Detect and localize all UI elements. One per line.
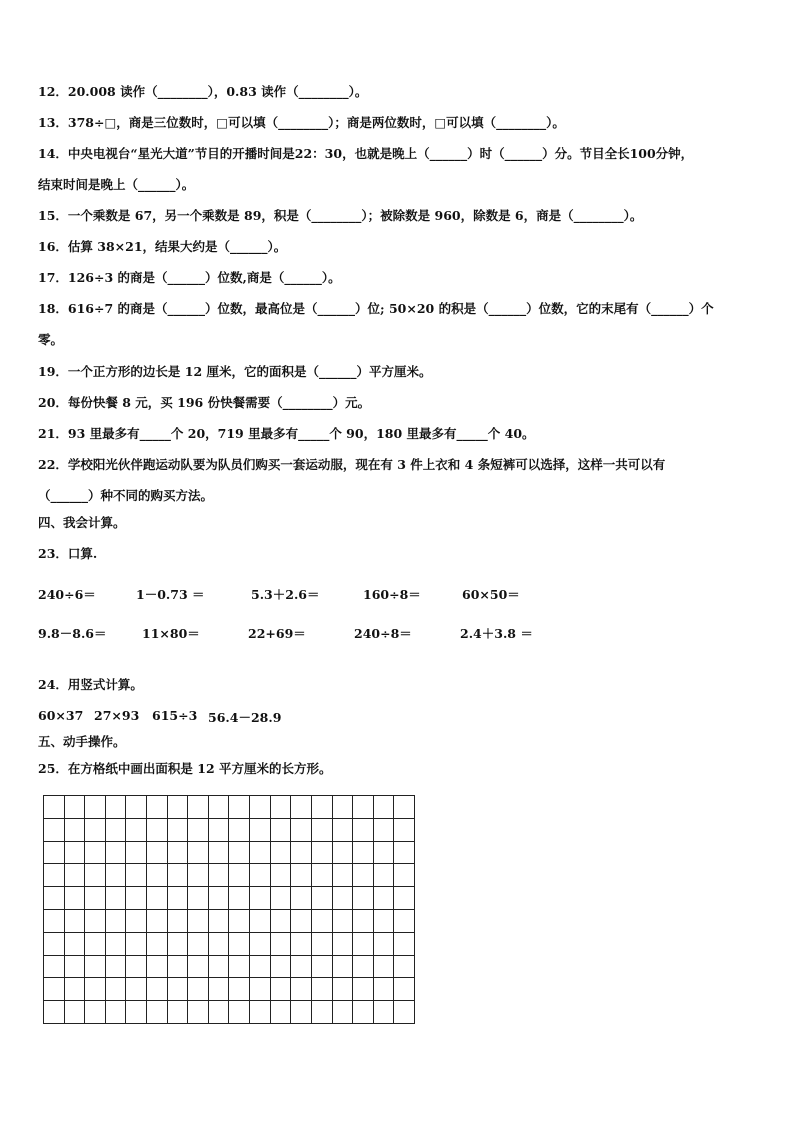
grid-cell[interactable] bbox=[65, 796, 86, 819]
grid-cell[interactable] bbox=[106, 796, 127, 819]
grid-cell[interactable] bbox=[291, 956, 312, 979]
grid-cell[interactable] bbox=[44, 933, 65, 956]
grid-cell[interactable] bbox=[271, 887, 292, 910]
section-5-heading: 五、动手操作。 bbox=[38, 734, 126, 749]
grid-cell[interactable] bbox=[271, 1001, 292, 1024]
grid-cell[interactable] bbox=[147, 864, 168, 887]
grid-cell[interactable] bbox=[291, 1001, 312, 1024]
grid-cell[interactable] bbox=[188, 933, 209, 956]
grid-cell[interactable] bbox=[333, 864, 354, 887]
grid-cell[interactable] bbox=[188, 864, 209, 887]
grid-cell[interactable] bbox=[44, 887, 65, 910]
grid-cell[interactable] bbox=[250, 887, 271, 910]
grid-cell[interactable] bbox=[106, 864, 127, 887]
grid-cell[interactable] bbox=[188, 842, 209, 865]
grid-cell[interactable] bbox=[168, 819, 189, 842]
grid-cell[interactable] bbox=[250, 956, 271, 979]
grid-cell[interactable] bbox=[229, 864, 250, 887]
grid-cell[interactable] bbox=[374, 956, 395, 979]
grid-cell[interactable] bbox=[271, 796, 292, 819]
grid-cell[interactable] bbox=[65, 978, 86, 1001]
grid-cell[interactable] bbox=[168, 887, 189, 910]
grid-cell[interactable] bbox=[312, 933, 333, 956]
grid-cell[interactable] bbox=[374, 1001, 395, 1024]
grid-cell[interactable] bbox=[44, 842, 65, 865]
grid-cell[interactable] bbox=[147, 956, 168, 979]
grid-cell[interactable] bbox=[229, 842, 250, 865]
grid-cell[interactable] bbox=[353, 796, 374, 819]
grid-cell[interactable] bbox=[291, 796, 312, 819]
grid-cell[interactable] bbox=[394, 956, 415, 979]
grid-cell[interactable] bbox=[85, 842, 106, 865]
grid-cell[interactable] bbox=[250, 842, 271, 865]
question-18-line2: 零。 bbox=[38, 332, 64, 347]
grid-cell[interactable] bbox=[188, 910, 209, 933]
grid-cell[interactable] bbox=[250, 819, 271, 842]
grid-cell[interactable] bbox=[85, 933, 106, 956]
vertical-calc-item: 27×93 bbox=[94, 708, 140, 723]
grid-cell[interactable] bbox=[374, 978, 395, 1001]
grid-cell[interactable] bbox=[106, 1001, 127, 1024]
grid-cell[interactable] bbox=[188, 1001, 209, 1024]
grid-cell[interactable] bbox=[85, 1001, 106, 1024]
grid-cell[interactable] bbox=[126, 1001, 147, 1024]
grid-cell[interactable] bbox=[209, 864, 230, 887]
grid-cell[interactable] bbox=[229, 978, 250, 1001]
grid-cell[interactable] bbox=[65, 956, 86, 979]
grid-cell[interactable] bbox=[106, 910, 127, 933]
grid-cell[interactable] bbox=[106, 842, 127, 865]
grid-cell[interactable] bbox=[353, 978, 374, 1001]
grid-cell[interactable] bbox=[353, 933, 374, 956]
grid-cell[interactable] bbox=[188, 956, 209, 979]
grid-cell[interactable] bbox=[353, 910, 374, 933]
grid-cell[interactable] bbox=[147, 842, 168, 865]
grid-cell[interactable] bbox=[209, 1001, 230, 1024]
grid-cell[interactable] bbox=[333, 842, 354, 865]
grid-cell[interactable] bbox=[44, 796, 65, 819]
grid-cell[interactable] bbox=[168, 956, 189, 979]
grid-cell[interactable] bbox=[85, 956, 106, 979]
grid-cell[interactable] bbox=[106, 978, 127, 1001]
grid-cell[interactable] bbox=[65, 842, 86, 865]
vertical-calc-item: 56.4－28.9 bbox=[208, 710, 282, 725]
grid-cell[interactable] bbox=[374, 887, 395, 910]
grid-cell[interactable] bbox=[85, 910, 106, 933]
grid-cell[interactable] bbox=[229, 933, 250, 956]
oral-calc-item: 1－0.73 ＝ bbox=[136, 587, 205, 602]
oral-calc-item: 22+69＝ bbox=[248, 626, 306, 641]
grid-cell[interactable] bbox=[374, 910, 395, 933]
grid-cell[interactable] bbox=[147, 887, 168, 910]
grid-cell[interactable] bbox=[394, 933, 415, 956]
grid-cell[interactable] bbox=[353, 887, 374, 910]
grid-cell[interactable] bbox=[126, 819, 147, 842]
grid-cell[interactable] bbox=[333, 796, 354, 819]
grid-cell[interactable] bbox=[168, 796, 189, 819]
grid-cell[interactable] bbox=[353, 819, 374, 842]
grid-cell[interactable] bbox=[271, 956, 292, 979]
grid-cell[interactable] bbox=[394, 796, 415, 819]
oral-calc-item: 2.4＋3.8 ＝ bbox=[460, 626, 533, 641]
grid-cell[interactable] bbox=[126, 796, 147, 819]
grid-cell[interactable] bbox=[250, 933, 271, 956]
grid-cell[interactable] bbox=[85, 864, 106, 887]
grid-cell[interactable] bbox=[85, 819, 106, 842]
graph-paper-grid[interactable] bbox=[43, 795, 415, 1024]
grid-cell[interactable] bbox=[291, 842, 312, 865]
grid-cell[interactable] bbox=[188, 819, 209, 842]
grid-cell[interactable] bbox=[147, 819, 168, 842]
grid-cell[interactable] bbox=[106, 933, 127, 956]
grid-cell[interactable] bbox=[374, 842, 395, 865]
grid-cell[interactable] bbox=[44, 864, 65, 887]
grid-cell[interactable] bbox=[312, 1001, 333, 1024]
grid-cell[interactable] bbox=[188, 887, 209, 910]
grid-cell[interactable] bbox=[333, 910, 354, 933]
grid-cell[interactable] bbox=[312, 819, 333, 842]
grid-cell[interactable] bbox=[333, 956, 354, 979]
grid-cell[interactable] bbox=[353, 864, 374, 887]
grid-cell[interactable] bbox=[44, 819, 65, 842]
grid-cell[interactable] bbox=[229, 910, 250, 933]
oral-calc-item: 9.8－8.6＝ bbox=[38, 626, 107, 641]
grid-cell[interactable] bbox=[394, 887, 415, 910]
question-21: 21．93 里最多有_____个 20，719 里最多有_____个 90，180 里最多有_____个 40。 bbox=[38, 426, 535, 441]
grid-cell[interactable] bbox=[374, 933, 395, 956]
grid-cell[interactable] bbox=[394, 978, 415, 1001]
question-22-line1: 22．学校阳光伙伴跑运动队要为队员们购买一套运动服，现在有 3 件上衣和 4 条短裤可以选择，这样一共可以有 bbox=[38, 457, 666, 472]
grid-cell[interactable] bbox=[188, 978, 209, 1001]
grid-cell[interactable] bbox=[271, 933, 292, 956]
grid-cell[interactable] bbox=[250, 978, 271, 1001]
grid-cell[interactable] bbox=[271, 910, 292, 933]
question-23-title: 23．口算. bbox=[38, 546, 98, 561]
grid-cell[interactable] bbox=[85, 978, 106, 1001]
grid-cell[interactable] bbox=[85, 796, 106, 819]
grid-cell[interactable] bbox=[168, 933, 189, 956]
grid-cell[interactable] bbox=[333, 887, 354, 910]
oral-calc-item: 5.3＋2.6＝ bbox=[251, 587, 320, 602]
grid-cell[interactable] bbox=[312, 842, 333, 865]
question-22-line2: （______）种不同的购买方法。 bbox=[38, 488, 214, 503]
grid-cell[interactable] bbox=[353, 956, 374, 979]
grid-cell[interactable] bbox=[312, 864, 333, 887]
grid-cell[interactable] bbox=[44, 978, 65, 1001]
grid-cell[interactable] bbox=[147, 910, 168, 933]
grid-cell[interactable] bbox=[291, 978, 312, 1001]
grid-cell[interactable] bbox=[312, 956, 333, 979]
grid-cell[interactable] bbox=[333, 819, 354, 842]
grid-cell[interactable] bbox=[126, 910, 147, 933]
grid-cell[interactable] bbox=[229, 796, 250, 819]
question-25: 25．在方格纸中画出面积是 12 平方厘米的长方形。 bbox=[38, 761, 332, 776]
grid-cell[interactable] bbox=[44, 910, 65, 933]
vertical-calc-item: 60×37 bbox=[38, 708, 84, 723]
grid-cell[interactable] bbox=[147, 796, 168, 819]
grid-cell[interactable] bbox=[394, 910, 415, 933]
grid-cell[interactable] bbox=[147, 1001, 168, 1024]
grid-cell[interactable] bbox=[394, 1001, 415, 1024]
grid-cell[interactable] bbox=[250, 796, 271, 819]
oral-calc-item: 160÷8＝ bbox=[363, 587, 421, 602]
oral-calc-item: 240÷6＝ bbox=[38, 587, 96, 602]
grid-cell[interactable] bbox=[106, 887, 127, 910]
grid-cell[interactable] bbox=[126, 864, 147, 887]
grid-cell[interactable] bbox=[394, 864, 415, 887]
grid-cell[interactable] bbox=[229, 887, 250, 910]
grid-cell[interactable] bbox=[147, 978, 168, 1001]
grid-cell[interactable] bbox=[271, 864, 292, 887]
grid-cell[interactable] bbox=[126, 978, 147, 1001]
grid-cell[interactable] bbox=[106, 956, 127, 979]
grid-cell[interactable] bbox=[168, 978, 189, 1001]
grid-cell[interactable] bbox=[374, 864, 395, 887]
grid-cell[interactable] bbox=[126, 956, 147, 979]
grid-cell[interactable] bbox=[126, 842, 147, 865]
grid-cell[interactable] bbox=[44, 956, 65, 979]
grid-cell[interactable] bbox=[291, 819, 312, 842]
grid-cell[interactable] bbox=[168, 910, 189, 933]
grid-cell[interactable] bbox=[229, 956, 250, 979]
section-4-heading: 四、我会计算。 bbox=[38, 515, 126, 530]
grid-cell[interactable] bbox=[85, 887, 106, 910]
grid-cell[interactable] bbox=[65, 1001, 86, 1024]
grid-cell[interactable] bbox=[250, 864, 271, 887]
grid-cell[interactable] bbox=[394, 819, 415, 842]
grid-cell[interactable] bbox=[271, 978, 292, 1001]
question-14-line2: 结束时间是晚上（______）。 bbox=[38, 177, 195, 192]
grid-cell[interactable] bbox=[209, 796, 230, 819]
grid-cell[interactable] bbox=[106, 819, 127, 842]
grid-cell[interactable] bbox=[312, 978, 333, 1001]
grid-cell[interactable] bbox=[312, 910, 333, 933]
question-12: 12．20.008 读作（________），0.83 读作（________）。 bbox=[38, 84, 368, 99]
question-16: 16．估算 38×21，结果大约是（______）。 bbox=[38, 239, 287, 254]
grid-cell[interactable] bbox=[291, 910, 312, 933]
grid-cell[interactable] bbox=[188, 796, 209, 819]
grid-cell[interactable] bbox=[126, 887, 147, 910]
question-14-line1: 14．中央电视台“星光大道”节目的开播时间是22：30，也就是晚上（______）时（______）分。节目全长100分钟， bbox=[38, 146, 694, 161]
grid-cell[interactable] bbox=[271, 819, 292, 842]
grid-cell[interactable] bbox=[209, 910, 230, 933]
grid-cell[interactable] bbox=[250, 910, 271, 933]
grid-cell[interactable] bbox=[209, 819, 230, 842]
grid-cell[interactable] bbox=[65, 910, 86, 933]
grid-cell[interactable] bbox=[312, 887, 333, 910]
grid-cell[interactable] bbox=[147, 933, 168, 956]
grid-cell[interactable] bbox=[374, 796, 395, 819]
grid-cell[interactable] bbox=[168, 842, 189, 865]
grid-cell[interactable] bbox=[353, 842, 374, 865]
question-20: 20．每份快餐 8 元，买 196 份快餐需要（________）元。 bbox=[38, 395, 371, 410]
grid-cell[interactable] bbox=[209, 887, 230, 910]
grid-cell[interactable] bbox=[126, 933, 147, 956]
grid-cell[interactable] bbox=[291, 864, 312, 887]
grid-cell[interactable] bbox=[209, 933, 230, 956]
grid-cell[interactable] bbox=[291, 887, 312, 910]
grid-cell[interactable] bbox=[209, 978, 230, 1001]
question-17: 17．126÷3 的商是（______）位数,商是（______）。 bbox=[38, 270, 341, 285]
grid-cell[interactable] bbox=[333, 933, 354, 956]
grid-cell[interactable] bbox=[333, 1001, 354, 1024]
grid-cell[interactable] bbox=[65, 819, 86, 842]
grid-cell[interactable] bbox=[374, 819, 395, 842]
grid-cell[interactable] bbox=[353, 1001, 374, 1024]
grid-cell[interactable] bbox=[65, 864, 86, 887]
grid-cell[interactable] bbox=[229, 819, 250, 842]
grid-cell[interactable] bbox=[394, 842, 415, 865]
grid-cell[interactable] bbox=[65, 887, 86, 910]
question-15: 15．一个乘数是 67，另一个乘数是 89，积是（________）；被除数是 960，除数是 6，商是（________）。 bbox=[38, 208, 643, 223]
grid-cell[interactable] bbox=[44, 1001, 65, 1024]
grid-cell[interactable] bbox=[291, 933, 312, 956]
grid-cell[interactable] bbox=[168, 864, 189, 887]
grid-cell[interactable] bbox=[168, 1001, 189, 1024]
grid-cell[interactable] bbox=[209, 842, 230, 865]
oral-calc-item: 60×50＝ bbox=[462, 587, 520, 602]
grid-cell[interactable] bbox=[333, 978, 354, 1001]
grid-cell[interactable] bbox=[312, 796, 333, 819]
question-24-title: 24．用竖式计算。 bbox=[38, 677, 143, 692]
question-18-line1: 18．616÷7 的商是（______）位数，最高位是（______）位; 50×20 的积是（______）位数，它的末尾有（______）个 bbox=[38, 301, 714, 316]
oral-calc-item: 240÷8＝ bbox=[354, 626, 412, 641]
vertical-calc-item: 615÷3 bbox=[152, 708, 198, 723]
grid-cell[interactable] bbox=[229, 1001, 250, 1024]
question-13: 13．378÷□，商是三位数时，□可以填（________）；商是两位数时，□可以填（________）。 bbox=[38, 115, 565, 130]
grid-cell[interactable] bbox=[250, 1001, 271, 1024]
grid-cell[interactable] bbox=[65, 933, 86, 956]
grid-cell[interactable] bbox=[271, 842, 292, 865]
grid-cell[interactable] bbox=[209, 956, 230, 979]
question-19: 19．一个正方形的边长是 12 厘米，它的面积是（______）平方厘米。 bbox=[38, 364, 432, 379]
oral-calc-item: 11×80＝ bbox=[142, 626, 200, 641]
